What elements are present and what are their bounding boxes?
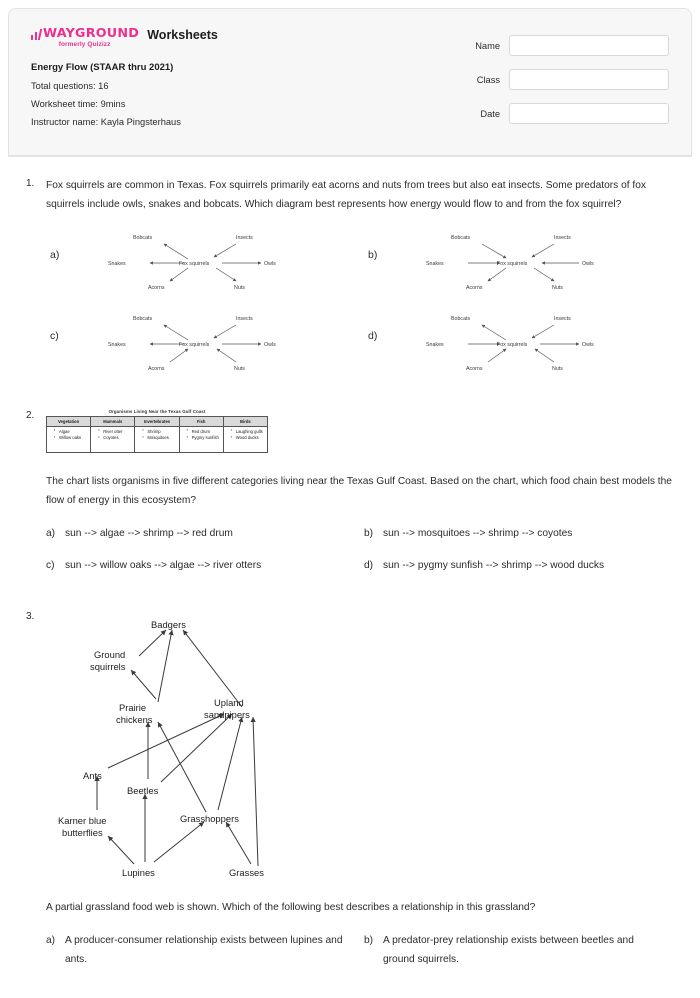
- option-2c-key: c): [46, 560, 55, 572]
- option-2d-text: sun --> pygmy sunfish --> shrimp --> wood ducks: [383, 560, 605, 572]
- gulf-coast-table-caption: Organisms Living Near the Texas Gulf Coast: [108, 408, 206, 414]
- foodweb-node-karner-line2: butterflies: [62, 827, 103, 839]
- diagram-c-node-insects: Insects: [236, 315, 253, 322]
- question-2-options: [46, 525, 682, 591]
- class-input[interactable]: [509, 69, 669, 90]
- diagram-option-d-key: d): [368, 329, 378, 342]
- foodweb-node-beetles: Beetles: [127, 785, 159, 797]
- cell-item: ▪ Shrimp: [143, 429, 175, 436]
- cell-item: ▪ Laughing gulls: [232, 429, 264, 436]
- brand-row: [31, 27, 456, 48]
- diagram-b-node-bobcats: Bobcats: [451, 234, 471, 241]
- field-row-date: [456, 103, 669, 124]
- date-input[interactable]: [509, 103, 669, 124]
- diagram-b-node-nuts: Nuts: [552, 284, 563, 291]
- option-2a-key: a): [46, 527, 56, 539]
- grassland-food-web-diagram: [46, 614, 286, 884]
- logo-wordmark: WAYGROUND: [43, 25, 140, 40]
- option-2b-key: b): [364, 527, 374, 539]
- column-header-mammals: Mammals: [91, 416, 135, 426]
- diagram-a-node-acorns: Acorns: [148, 284, 165, 291]
- table-header-row: [47, 416, 268, 426]
- diagram-b-node-center: Fox squirrels: [497, 260, 528, 267]
- diagram-d-node-bobcats: Bobcats: [451, 315, 471, 322]
- foodweb-node-prairie-chickens-line1: Prairie: [119, 702, 147, 714]
- option-2b[interactable]: [364, 525, 682, 544]
- instructor-name: Instructor name: Kayla Pingsterhaus: [31, 117, 181, 127]
- diagram-option-d[interactable]: [364, 308, 682, 381]
- option-3a-text: A producer-consumer relationship exists between lupines and ants.: [65, 935, 343, 965]
- column-header-invertebrates: Invertebrates: [135, 416, 179, 426]
- diagram-option-c[interactable]: [46, 308, 364, 381]
- question-3: [18, 590, 682, 984]
- foodweb-node-ants: Ants: [83, 770, 102, 782]
- option-2a[interactable]: [46, 525, 364, 544]
- diagram-c-node-owls: Owls: [264, 341, 276, 348]
- diagram-c-node-bobcats: Bobcats: [133, 315, 153, 322]
- diagram-d-node-owls: Owls: [582, 341, 594, 348]
- diagram-a-node-bobcats: Bobcats: [133, 234, 153, 241]
- cell-item: ▪ River otter: [99, 429, 131, 436]
- diagram-d-node-acorns: Acorns: [466, 365, 483, 372]
- column-header-birds: Birds: [223, 416, 267, 426]
- diagram-b-node-insects: Insects: [554, 234, 571, 241]
- worksheet-title: Energy Flow (STAAR thru 2021): [31, 62, 174, 73]
- header-fields: [456, 27, 669, 145]
- questions-container: [0, 157, 700, 984]
- diagram-c-node-center: Fox squirrels: [179, 341, 210, 348]
- total-questions: Total questions: 16: [31, 81, 109, 91]
- question-1-text: Fox squirrels are common in Texas. Fox squirrels primarily eat acorns and nuts from trees but also eat insects. Some predators of fox squirrels include owls, snakes and bobcats. Which diagram best represents how energy would flow to and from the fox squirrel?: [46, 180, 646, 210]
- diagram-d-node-insects: Insects: [554, 315, 571, 322]
- diagram-option-c-key: c): [50, 329, 59, 342]
- option-2d[interactable]: [364, 557, 682, 576]
- foodweb-node-ground-squirrels-line1: Ground: [94, 649, 126, 661]
- foodweb-node-grasses: Grasses: [229, 867, 264, 879]
- name-input[interactable]: [509, 35, 669, 56]
- diagram-option-b-key: b): [368, 248, 378, 261]
- diagram-option-a-key: a): [50, 248, 60, 261]
- energy-flow-diagram-d: [394, 308, 644, 376]
- question-2: [18, 389, 682, 591]
- option-2c-text: sun --> willow oaks --> algae --> river otters: [65, 560, 262, 572]
- question-1-diagram-options: [46, 227, 682, 389]
- name-label: Name: [475, 40, 500, 51]
- diagram-a-node-insects: Insects: [236, 234, 253, 241]
- diagram-a-node-owls: Owls: [264, 260, 276, 267]
- cell-vegetation: [47, 426, 91, 452]
- question-1: [18, 157, 682, 389]
- table-row: [47, 426, 268, 452]
- diagram-d-node-center: Fox squirrels: [497, 341, 528, 348]
- foodweb-node-upland-sandpipers-line1: Upland: [214, 697, 244, 709]
- cell-item: ▪ Red drum: [188, 429, 220, 436]
- energy-flow-diagram-a: [76, 227, 326, 295]
- energy-flow-diagram-c: [76, 308, 326, 376]
- diagram-c-node-acorns: Acorns: [148, 365, 165, 372]
- option-2a-text: sun --> algae --> shrimp --> red drum: [65, 527, 233, 539]
- question-3-options: [46, 932, 682, 984]
- option-3b-key: b): [364, 935, 374, 947]
- field-row-name: [456, 35, 669, 56]
- energy-flow-diagram-b: [394, 227, 644, 295]
- foodweb-node-upland-sandpipers-line2: sandpipers: [204, 709, 250, 721]
- diagram-b-node-snakes: Snakes: [426, 260, 444, 267]
- header-left: [31, 27, 456, 145]
- option-3b[interactable]: [364, 932, 682, 970]
- question-2-number: 2.: [26, 409, 35, 421]
- option-2d-key: d): [364, 560, 374, 572]
- diagram-d-node-snakes: Snakes: [426, 341, 444, 348]
- cell-mammals: [91, 426, 135, 452]
- gulf-coast-table: [46, 416, 268, 453]
- diagram-a-node-nuts: Nuts: [234, 284, 245, 291]
- field-row-class: [456, 69, 669, 90]
- foodweb-node-badgers: Badgers: [151, 619, 186, 631]
- logo-subtitle: formerly Quizizz: [58, 40, 111, 48]
- diagram-c-node-nuts: Nuts: [234, 365, 245, 372]
- worksheet-time: Worksheet time: 9mins: [31, 99, 126, 109]
- cell-item: ▪ Mosquitoes: [143, 435, 175, 442]
- question-1-number: 1.: [26, 178, 35, 189]
- diagram-option-b[interactable]: [364, 227, 682, 300]
- option-2b-text: sun --> mosquitoes --> shrimp --> coyotes: [383, 527, 573, 539]
- diagram-c-node-snakes: Snakes: [108, 341, 126, 348]
- cell-item: ▪ Algae: [55, 429, 87, 436]
- foodweb-node-lupines: Lupines: [122, 867, 155, 879]
- option-3b-text: A predator-prey relationship exists between beetles and ground squirrels.: [383, 935, 634, 965]
- gulf-coast-table-wrap: [46, 409, 268, 453]
- wayground-logo: [31, 27, 138, 48]
- page-title: Worksheets: [147, 28, 218, 42]
- foodweb-node-karner-line1: Karner blue: [58, 815, 107, 827]
- option-3a-key: a): [46, 935, 56, 947]
- question-2-text: The chart lists organisms in five different categories living near the Texas Gulf Coast. Based on the chart, which food chain best models the flow of energy in this ecosystem?: [46, 475, 672, 506]
- logo-bars-icon: [31, 29, 41, 40]
- cell-invertebrates: [135, 426, 179, 452]
- question-3-number: 3.: [26, 611, 35, 623]
- class-label: Class: [476, 74, 500, 85]
- diagram-option-a[interactable]: [46, 227, 364, 300]
- column-header-vegetation: Vegetation: [47, 416, 91, 426]
- diagram-d-node-nuts: Nuts: [552, 365, 563, 372]
- column-header-fish: Fish: [179, 416, 223, 426]
- option-3a[interactable]: [46, 932, 364, 970]
- foodweb-node-prairie-chickens-line2: chickens: [116, 714, 153, 726]
- question-3-text: A partial grassland food web is shown. Which of the following best describes a relationship in this grassland?: [46, 902, 536, 914]
- grassland-food-web-wrap: [46, 614, 682, 889]
- diagram-a-node-snakes: Snakes: [108, 260, 126, 267]
- foodweb-node-grasshoppers: Grasshoppers: [180, 813, 239, 825]
- cell-item: ▪ Willow oaks: [55, 435, 87, 442]
- foodweb-node-ground-squirrels-line2: squirrels: [90, 661, 126, 673]
- option-2c[interactable]: [46, 557, 364, 576]
- diagram-b-node-owls: Owls: [582, 260, 594, 267]
- diagram-a-node-center: Fox squirrels: [179, 260, 210, 267]
- cell-item: ▪ Coyotes: [99, 435, 131, 442]
- date-label: Date: [480, 108, 500, 119]
- cell-item: ▪ Wood ducks: [232, 435, 264, 442]
- cell-birds: [223, 426, 267, 452]
- worksheet-header: [8, 8, 692, 156]
- cell-fish: [179, 426, 223, 452]
- cell-item: ▪ Pygmy sunfish: [188, 435, 220, 442]
- diagram-b-node-acorns: Acorns: [466, 284, 483, 291]
